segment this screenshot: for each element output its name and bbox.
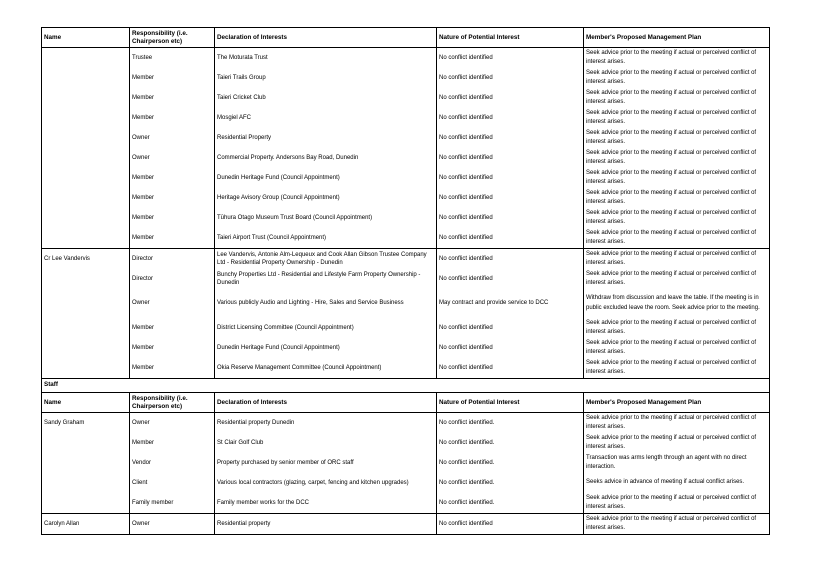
person-name-cell (42, 128, 130, 148)
management-plan-cell: Seek advice prior to the meeting if actual or perceived conflict of interest arises. (584, 88, 770, 108)
table-row (42, 473, 770, 493)
responsibility-cell: Family member (130, 493, 215, 514)
nature-cell: No conflict identified. (437, 453, 584, 473)
management-plan-cell: Withdraw from discussion and leave the table. If the meeting is in public excluded leave the room. Seek advice prior to the meeting. (584, 289, 770, 318)
management-plan-cell: Seek advice prior to the meeting if actual or perceived conflict of interest arises. (584, 338, 770, 358)
person-name-cell (42, 48, 130, 69)
declaration-cell: Commercial Property. Andersons Bay Road, Dunedin (215, 148, 437, 168)
person-name-cell (42, 208, 130, 228)
responsibility-cell: Director (130, 269, 215, 289)
nature-cell: No conflict identified (437, 148, 584, 168)
nature-cell: No conflict identified (437, 108, 584, 128)
person-name-cell (42, 188, 130, 208)
declaration-cell: Tūhura Otago Museum Trust Board (Council Appointment) (215, 208, 437, 228)
declaration-cell: Property purchased by senior member of ORC staff (215, 453, 437, 473)
declaration-cell: Lee Vandervis, Antonie Alm-Lequeux and Cook Allan Gibson Trustee Company Ltd - Residential Property Ownership - Dunedin (215, 249, 437, 270)
nature-cell: No conflict identified (437, 514, 584, 535)
person-name-cell (42, 473, 130, 493)
management-plan-cell: Seek advice prior to the meeting if actual or perceived conflict of interest arises. (584, 228, 770, 249)
responsibility-cell: Member (130, 108, 215, 128)
table-row (42, 228, 770, 249)
management-plan-cell: Seek advice prior to the meeting if actual or perceived conflict of interest arises. (584, 514, 770, 535)
table-row (42, 358, 770, 379)
responsibility-cell: Member (130, 338, 215, 358)
nature-cell: No conflict identified. (437, 413, 584, 434)
responsibility-cell: Member (130, 208, 215, 228)
management-plan-cell: Seek advice prior to the meeting if actual or perceived conflict of interest arises. (584, 128, 770, 148)
person-name-cell (42, 269, 130, 289)
declaration-cell: Residential property (215, 514, 437, 535)
table-row (42, 88, 770, 108)
nature-cell: No conflict identified (437, 249, 584, 270)
header-responsibility: Responsibility (i.e. Chairperson etc) (130, 393, 215, 413)
header-declaration: Declaration of Interests (215, 393, 437, 413)
table-row (42, 108, 770, 128)
nature-cell: No conflict identified (437, 128, 584, 148)
nature-cell: No conflict identified (437, 168, 584, 188)
management-plan-cell: Seek advice prior to the meeting if actual or perceived conflict of interest arises. (584, 358, 770, 379)
responsibility-cell: Owner (130, 148, 215, 168)
declaration-cell: The Moturata Trust (215, 48, 437, 69)
nature-cell: No conflict identified (437, 208, 584, 228)
person-name-cell (42, 148, 130, 168)
person-name-cell: Cr Lee Vandervis (42, 249, 130, 270)
nature-cell: No conflict identified (437, 48, 584, 69)
table-row (42, 433, 770, 453)
person-name-cell (42, 68, 130, 88)
declaration-cell: Various publicly Audio and Lighting - Hire, Sales and Service Business (215, 289, 437, 318)
table-row (42, 338, 770, 358)
header-plan: Member's Proposed Management Plan (584, 393, 770, 413)
nature-cell: No conflict identified. (437, 433, 584, 453)
header-plan: Member's Proposed Management Plan (584, 28, 770, 48)
nature-cell: No conflict identified (437, 228, 584, 249)
management-plan-cell: Transaction was arms length through an agent with no direct interaction. (584, 453, 770, 473)
nature-cell: No conflict identified (437, 68, 584, 88)
table-header-row (42, 28, 770, 48)
management-plan-cell: Seeks advice in advance of meeting if actual conflict arises. (584, 473, 770, 493)
header-name: Name (42, 393, 130, 413)
responsibility-cell: Member (130, 433, 215, 453)
declaration-cell: Residential property Dunedin (215, 413, 437, 434)
staff-section-label: Staff (42, 379, 770, 393)
declaration-cell: Mosgiel AFC (215, 108, 437, 128)
person-name-cell: Carolyn Allan (42, 514, 130, 535)
declaration-cell: Taieri Airport Trust (Council Appointment) (215, 228, 437, 249)
table-row (42, 128, 770, 148)
person-name-cell (42, 88, 130, 108)
table-row (42, 148, 770, 168)
header-responsibility: Responsibility (i.e. Chairperson etc) (130, 28, 215, 48)
table-row (42, 48, 770, 69)
responsibility-cell: Director (130, 249, 215, 270)
person-name-cell (42, 108, 130, 128)
person-name-cell (42, 289, 130, 318)
responsibility-cell: Member (130, 168, 215, 188)
table-row (42, 168, 770, 188)
management-plan-cell: Seek advice prior to the meeting if actual or perceived conflict of interest arises. (584, 68, 770, 88)
table-header-row (42, 393, 770, 413)
responsibility-cell: Member (130, 88, 215, 108)
management-plan-cell: Seek advice prior to the meeting if actual or perceived conflict of interest arises. (584, 108, 770, 128)
staff-section-row (42, 379, 770, 393)
responsibility-cell: Owner (130, 413, 215, 434)
management-plan-cell: Seek advice prior to the meeting if actual or perceived conflict of interest arises. (584, 493, 770, 514)
table-row (42, 289, 770, 318)
responsibility-cell: Vendor (130, 453, 215, 473)
person-name-cell: Sandy Graham (42, 413, 130, 434)
management-plan-cell: Seek advice prior to the meeting if actual or perceived conflict of interest arises. (584, 188, 770, 208)
management-plan-cell: Seek advice prior to the meeting if actual or perceived conflict of interest arises. (584, 433, 770, 453)
declaration-cell: Taieri Cricket Club (215, 88, 437, 108)
nature-cell: No conflict identified (437, 269, 584, 289)
header-nature: Nature of Potential Interest (437, 393, 584, 413)
nature-cell: May contract and provide service to DCC (437, 289, 584, 318)
management-plan-cell: Seek advice prior to the meeting if actual or perceived conflict of interest arises. (584, 269, 770, 289)
nature-cell: No conflict identified (437, 318, 584, 338)
responsibility-cell: Trustee (130, 48, 215, 69)
table-row (42, 493, 770, 514)
responsibility-cell: Owner (130, 514, 215, 535)
declaration-cell: Dunedin Heritage Fund (Council Appointment) (215, 168, 437, 188)
declaration-cell: Bunchy Properties Ltd - Residential and Lifestyle Farm Property Ownership - Dunedin (215, 269, 437, 289)
responsibility-cell: Owner (130, 128, 215, 148)
person-name-cell (42, 168, 130, 188)
declaration-cell: St Clair Golf Club (215, 433, 437, 453)
management-plan-cell: Seek advice prior to the meeting if actual or perceived conflict of interest arises. (584, 413, 770, 434)
nature-cell: No conflict identified. (437, 493, 584, 514)
management-plan-cell: Seek advice prior to the meeting if actual or perceived conflict of interest arises. (584, 48, 770, 69)
management-plan-cell: Seek advice prior to the meeting if actual or perceived conflict of interest arises. (584, 249, 770, 270)
header-nature: Nature of Potential Interest (437, 28, 584, 48)
declaration-cell: Family member works for the DCC (215, 493, 437, 514)
table-row (42, 188, 770, 208)
nature-cell: No conflict identified (437, 338, 584, 358)
person-name-cell (42, 338, 130, 358)
table-row (42, 514, 770, 535)
header-declaration: Declaration of Interests (215, 28, 437, 48)
responsibility-cell: Member (130, 188, 215, 208)
declaration-cell: Okia Reserve Management Committee (Council Appointment) (215, 358, 437, 379)
responsibility-cell: Member (130, 358, 215, 379)
nature-cell: No conflict identified (437, 358, 584, 379)
person-name-cell (42, 453, 130, 473)
header-name: Name (42, 28, 130, 48)
management-plan-cell: Seek advice prior to the meeting if actual or perceived conflict of interest arises. (584, 318, 770, 338)
person-name-cell (42, 433, 130, 453)
person-name-cell (42, 358, 130, 379)
nature-cell: No conflict identified. (437, 473, 584, 493)
responsibility-cell: Member (130, 228, 215, 249)
table-row (42, 269, 770, 289)
interests-register-body (42, 28, 770, 535)
table-row (42, 249, 770, 270)
person-name-cell (42, 228, 130, 249)
declaration-cell: Dunedin Heritage Fund (Council Appointment) (215, 338, 437, 358)
management-plan-cell: Seek advice prior to the meeting if actual or perceived conflict of interest arises. (584, 208, 770, 228)
responsibility-cell: Member (130, 68, 215, 88)
declaration-cell: Heritage Avisory Group (Council Appointment) (215, 188, 437, 208)
table-row (42, 453, 770, 473)
interests-register-table (41, 27, 770, 535)
nature-cell: No conflict identified (437, 188, 584, 208)
responsibility-cell: Client (130, 473, 215, 493)
table-row (42, 413, 770, 434)
person-name-cell (42, 318, 130, 338)
declaration-cell: District Licensing Committee (Council Appointment) (215, 318, 437, 338)
declaration-cell: Taieri Trails Group (215, 68, 437, 88)
table-row (42, 68, 770, 88)
management-plan-cell: Seek advice prior to the meeting if actual or perceived conflict of interest arises. (584, 168, 770, 188)
responsibility-cell: Member (130, 318, 215, 338)
declaration-cell: Various local contractors (glazing, carpet, fencing and kitchen upgrades) (215, 473, 437, 493)
table-row (42, 208, 770, 228)
management-plan-cell: Seek advice prior to the meeting if actual or perceived conflict of interest arises. (584, 148, 770, 168)
person-name-cell (42, 493, 130, 514)
table-row (42, 318, 770, 338)
responsibility-cell: Owner (130, 289, 215, 318)
declaration-cell: Residential Property (215, 128, 437, 148)
nature-cell: No conflict identified (437, 88, 584, 108)
